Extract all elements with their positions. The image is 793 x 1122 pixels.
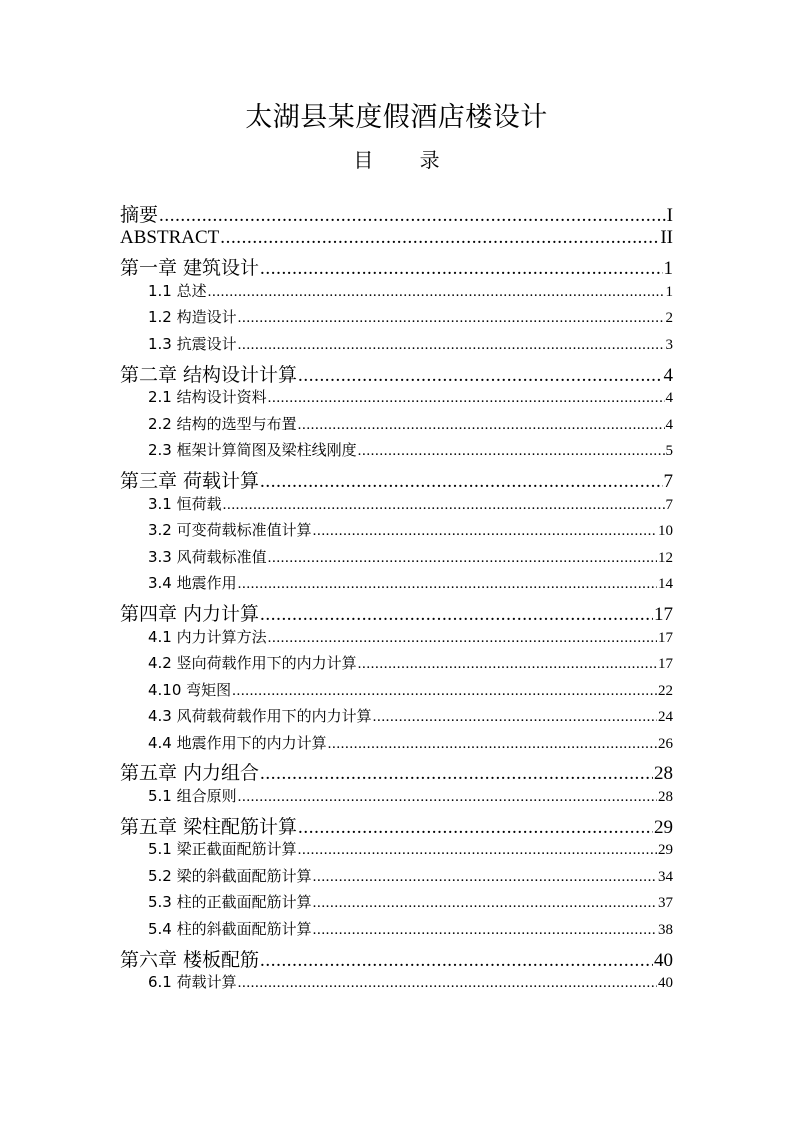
toc-entry-label: 4.1 内力计算方法 xyxy=(148,627,267,646)
toc-entry-label: 3.4 地震作用 xyxy=(148,574,237,593)
toc-dot-leader xyxy=(298,365,662,387)
toc-page-number: 5 xyxy=(665,443,673,460)
toc-dot-leader xyxy=(223,497,665,514)
toc-section-entry[interactable] xyxy=(120,280,673,307)
toc-section-entry[interactable] xyxy=(120,679,673,706)
toc-entry-label: 第三章 荷载计算 xyxy=(120,469,260,492)
toc-chapter-entry[interactable] xyxy=(120,466,673,493)
toc-dot-leader xyxy=(358,443,665,460)
toc-page-number: 17 xyxy=(654,603,673,625)
toc-entry-label: 1.2 构造设计 xyxy=(148,308,237,327)
toc-entry-label: 1.3 抗震设计 xyxy=(148,334,237,353)
toc-section-entry[interactable] xyxy=(120,891,673,918)
toc-section-entry[interactable] xyxy=(120,785,673,812)
toc-page-number: 24 xyxy=(658,709,673,726)
toc-dot-leader xyxy=(260,763,653,785)
toc-entry-label: 2.1 结构设计资料 xyxy=(148,388,267,407)
toc-dot-leader xyxy=(313,922,657,939)
toc-page-number: 1 xyxy=(665,283,673,300)
toc-section-entry[interactable] xyxy=(120,519,673,546)
toc-entry-label: 第五章 内力组合 xyxy=(120,762,260,785)
toc-dot-leader xyxy=(232,683,657,700)
toc-dot-leader xyxy=(159,205,666,227)
toc-entry-label: 5.2 梁的斜截面配筋计算 xyxy=(148,866,312,885)
toc-dot-leader xyxy=(238,310,665,327)
toc-section-entry[interactable] xyxy=(120,732,673,759)
toc-dot-leader xyxy=(313,523,657,540)
toc-section-entry[interactable] xyxy=(120,626,673,653)
toc-page-number: I xyxy=(666,205,673,226)
toc-page-number: 10 xyxy=(658,523,673,540)
toc-dot-leader xyxy=(260,258,662,280)
toc-dot-leader xyxy=(313,869,657,886)
toc-dot-leader xyxy=(268,390,665,407)
toc-entry-label: 2.3 框架计算简图及梁柱线刚度 xyxy=(148,441,357,460)
toc-page-number: 26 xyxy=(658,735,673,752)
toc-chapter-entry[interactable] xyxy=(120,812,673,839)
toc-page-number: 4 xyxy=(663,364,673,386)
toc-page-number: II xyxy=(660,226,673,248)
toc-section-entry[interactable] xyxy=(120,306,673,333)
toc-page-number: 2 xyxy=(665,310,673,327)
toc-page-number: 28 xyxy=(658,789,673,806)
toc-entry-label: 3.1 恒荷载 xyxy=(148,494,222,513)
toc-section-entry[interactable] xyxy=(120,865,673,892)
toc-entry-label: 第四章 内力计算 xyxy=(120,602,260,625)
toc-section-entry[interactable] xyxy=(120,439,673,466)
toc-page-number: 34 xyxy=(658,868,673,885)
toc-chapter-entry[interactable] xyxy=(120,758,673,785)
toc-entry-label: 第六章 楼板配筋 xyxy=(120,948,260,971)
toc-section-entry[interactable] xyxy=(120,705,673,732)
toc-chapter-entry[interactable] xyxy=(120,945,673,972)
toc-page-number: 4 xyxy=(665,390,673,407)
toc-page-number: 7 xyxy=(663,470,673,492)
toc-entry-label: 3.3 风荷载标准值 xyxy=(148,547,267,566)
document-title: 太湖县某度假酒店楼设计 xyxy=(245,102,548,133)
toc-page-number: 40 xyxy=(658,975,673,992)
toc-page-number: 17 xyxy=(658,656,673,673)
toc-entry-label: 第五章 梁柱配筋计算 xyxy=(120,815,298,838)
toc-entry-label: 3.2 可变荷载标准值计算 xyxy=(148,521,312,540)
toc-section-entry[interactable] xyxy=(120,493,673,520)
toc-page-number: 1 xyxy=(663,258,673,280)
toc-page-number: 12 xyxy=(658,549,673,566)
toc-page-number: 7 xyxy=(665,496,673,513)
toc-dot-leader xyxy=(268,630,657,647)
toc-entry-label: ABSTRACT xyxy=(120,226,220,248)
toc-page-number: 22 xyxy=(658,682,673,699)
toc-page-number: 4 xyxy=(665,416,673,433)
toc-page-number: 14 xyxy=(658,576,673,593)
toc-dot-leader xyxy=(238,789,657,806)
toc-chapter-entry[interactable] xyxy=(120,360,673,387)
toc-section-entry[interactable] xyxy=(120,838,673,865)
toc-entry-label: 4.3 风荷载荷载作用下的内力计算 xyxy=(148,707,372,726)
toc-entry-label: 1.1 总述 xyxy=(148,281,207,300)
toc-section-entry[interactable] xyxy=(120,386,673,413)
toc-entry-label: 6.1 荷载计算 xyxy=(148,973,237,992)
toc-page-number: 28 xyxy=(654,763,673,785)
toc-chapter-entry[interactable] xyxy=(120,200,673,227)
toc-dot-leader xyxy=(313,895,657,912)
toc-dot-leader xyxy=(373,709,657,726)
toc-dot-leader xyxy=(268,550,657,567)
toc-entry-label: 摘要 xyxy=(120,204,159,226)
toc-page-number: 40 xyxy=(654,949,673,971)
toc-dot-leader xyxy=(298,842,657,859)
toc-entry-label: 4.10 弯矩图 xyxy=(148,680,232,699)
toc-dot-leader xyxy=(238,576,657,593)
toc-dot-leader xyxy=(220,227,659,249)
toc-entry-label: 4.4 地震作用下的内力计算 xyxy=(148,733,327,752)
toc-dot-leader xyxy=(358,656,657,673)
toc-entry-label: 5.3 柱的正截面配筋计算 xyxy=(148,893,312,912)
toc-entry-label: 2.2 结构的选型与布置 xyxy=(148,414,297,433)
toc-heading xyxy=(0,145,793,175)
toc-dot-leader xyxy=(298,417,665,434)
table-of-contents xyxy=(120,200,673,998)
toc-entry-label: 5.1 组合原则 xyxy=(148,787,237,806)
toc-page-number: 17 xyxy=(658,629,673,646)
toc-section-entry[interactable] xyxy=(120,971,673,998)
toc-chapter-entry[interactable] xyxy=(120,599,673,626)
toc-dot-leader xyxy=(328,736,657,753)
toc-entry-label: 第一章 建筑设计 xyxy=(120,257,260,280)
toc-page-number: 29 xyxy=(658,842,673,859)
toc-page-number: 29 xyxy=(654,816,673,838)
toc-section-entry[interactable] xyxy=(120,652,673,679)
toc-heading-text: 目 录 xyxy=(353,148,460,172)
toc-section-entry[interactable] xyxy=(120,572,673,599)
toc-page-number: 37 xyxy=(658,895,673,912)
toc-dot-leader xyxy=(238,337,665,354)
toc-entry-label: 第二章 结构设计计算 xyxy=(120,363,298,386)
toc-dot-leader xyxy=(298,817,653,839)
toc-dot-leader xyxy=(260,604,653,626)
toc-dot-leader xyxy=(238,975,657,992)
toc-section-entry[interactable] xyxy=(120,413,673,440)
toc-page-number: 3 xyxy=(665,336,673,353)
toc-page-number: 38 xyxy=(658,922,673,939)
toc-chapter-entry[interactable] xyxy=(120,227,673,254)
toc-dot-leader xyxy=(260,471,662,493)
toc-chapter-entry[interactable] xyxy=(120,253,673,280)
toc-section-entry[interactable] xyxy=(120,333,673,360)
toc-section-entry[interactable] xyxy=(120,546,673,573)
toc-dot-leader xyxy=(260,950,653,972)
toc-entry-label: 5.4 柱的斜截面配筋计算 xyxy=(148,920,312,939)
toc-entry-label: 4.2 竖向荷载作用下的内力计算 xyxy=(148,654,357,673)
toc-dot-leader xyxy=(208,284,665,301)
toc-section-entry[interactable] xyxy=(120,918,673,945)
toc-entry-label: 5.1 梁正截面配筋计算 xyxy=(148,840,297,859)
